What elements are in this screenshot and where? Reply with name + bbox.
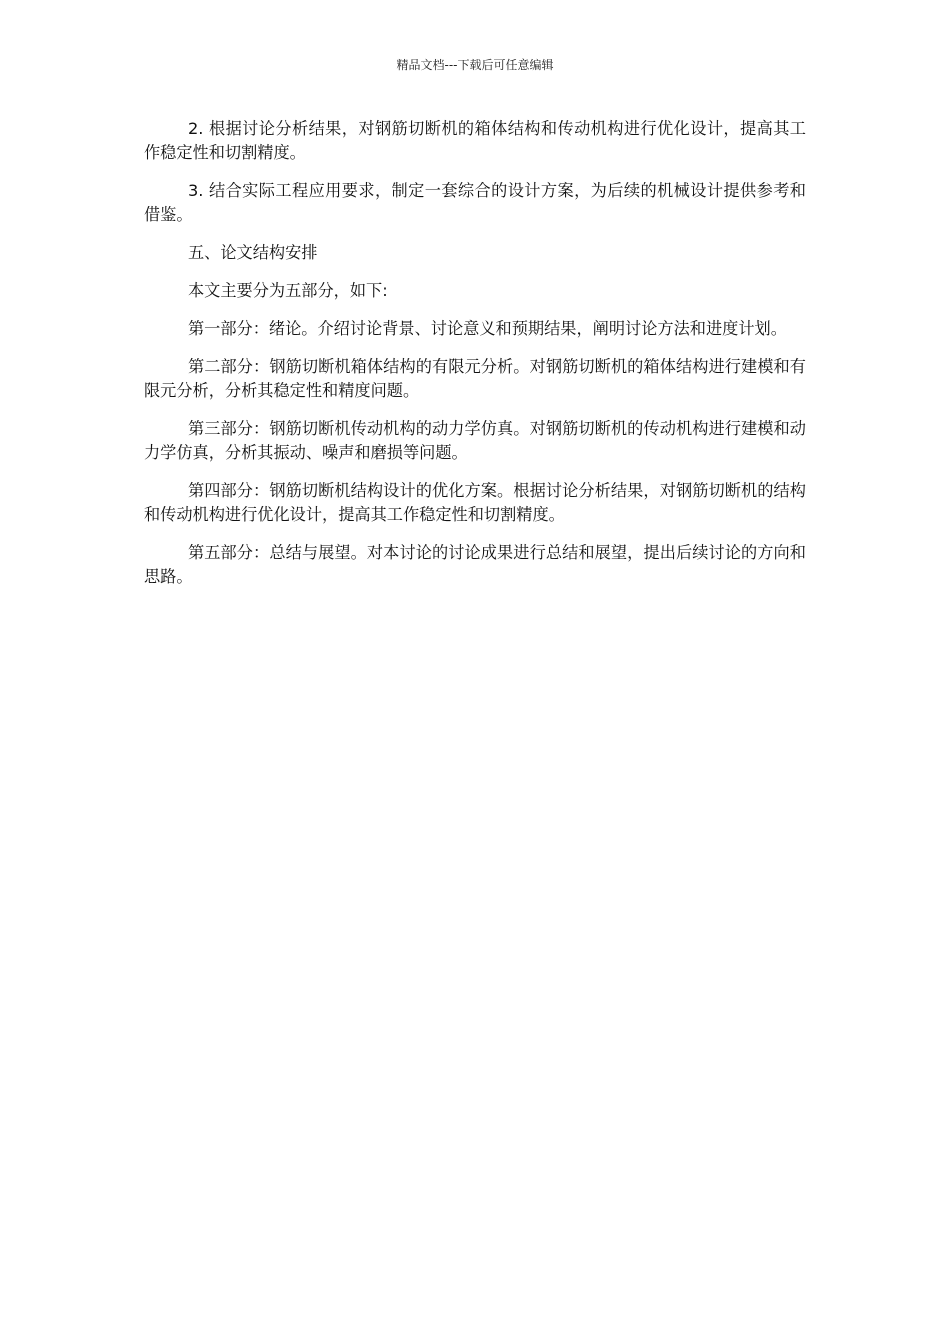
paragraph-design-optimization: 2. 根据讨论分析结果，对钢筋切断机的箱体结构和传动机构进行优化设计，提高其工作稳定性和切割精度。 xyxy=(144,119,806,162)
paragraph-part-three: 第三部分：钢筋切断机传动机构的动力学仿真。对钢筋切断机的传动机构进行建模和动力学仿真，分析其振动、噪声和磨损等问题。 xyxy=(144,419,806,462)
paragraph-part-five: 第五部分：总结与展望。对本讨论的讨论成果进行总结和展望，提出后续讨论的方向和思路。 xyxy=(144,543,806,586)
paragraph-design-scheme: 3. 结合实际工程应用要求，制定一套综合的设计方案，为后续的机械设计提供参考和借鉴。 xyxy=(144,181,806,224)
page-header: 精品文档---下载后可任意编辑 xyxy=(396,58,554,72)
paragraph-part-one: 第一部分：绪论。介绍讨论背景、讨论意义和预期结果，阐明讨论方法和进度计划。 xyxy=(188,319,787,338)
paragraph-structure-intro: 本文主要分为五部分，如下: xyxy=(188,281,388,300)
document-body xyxy=(144,117,806,603)
section-heading-structure: 五、论文结构安排 xyxy=(188,243,318,262)
paragraph-part-four: 第四部分：钢筋切断机结构设计的优化方案。根据讨论分析结果，对钢筋切断机的结构和传动机构进行优化设计，提高其工作稳定性和切割精度。 xyxy=(144,481,806,524)
paragraph-part-two: 第二部分：钢筋切断机箱体结构的有限元分析。对钢筋切断机的箱体结构进行建模和有限元分析，分析其稳定性和精度问题。 xyxy=(144,357,806,400)
